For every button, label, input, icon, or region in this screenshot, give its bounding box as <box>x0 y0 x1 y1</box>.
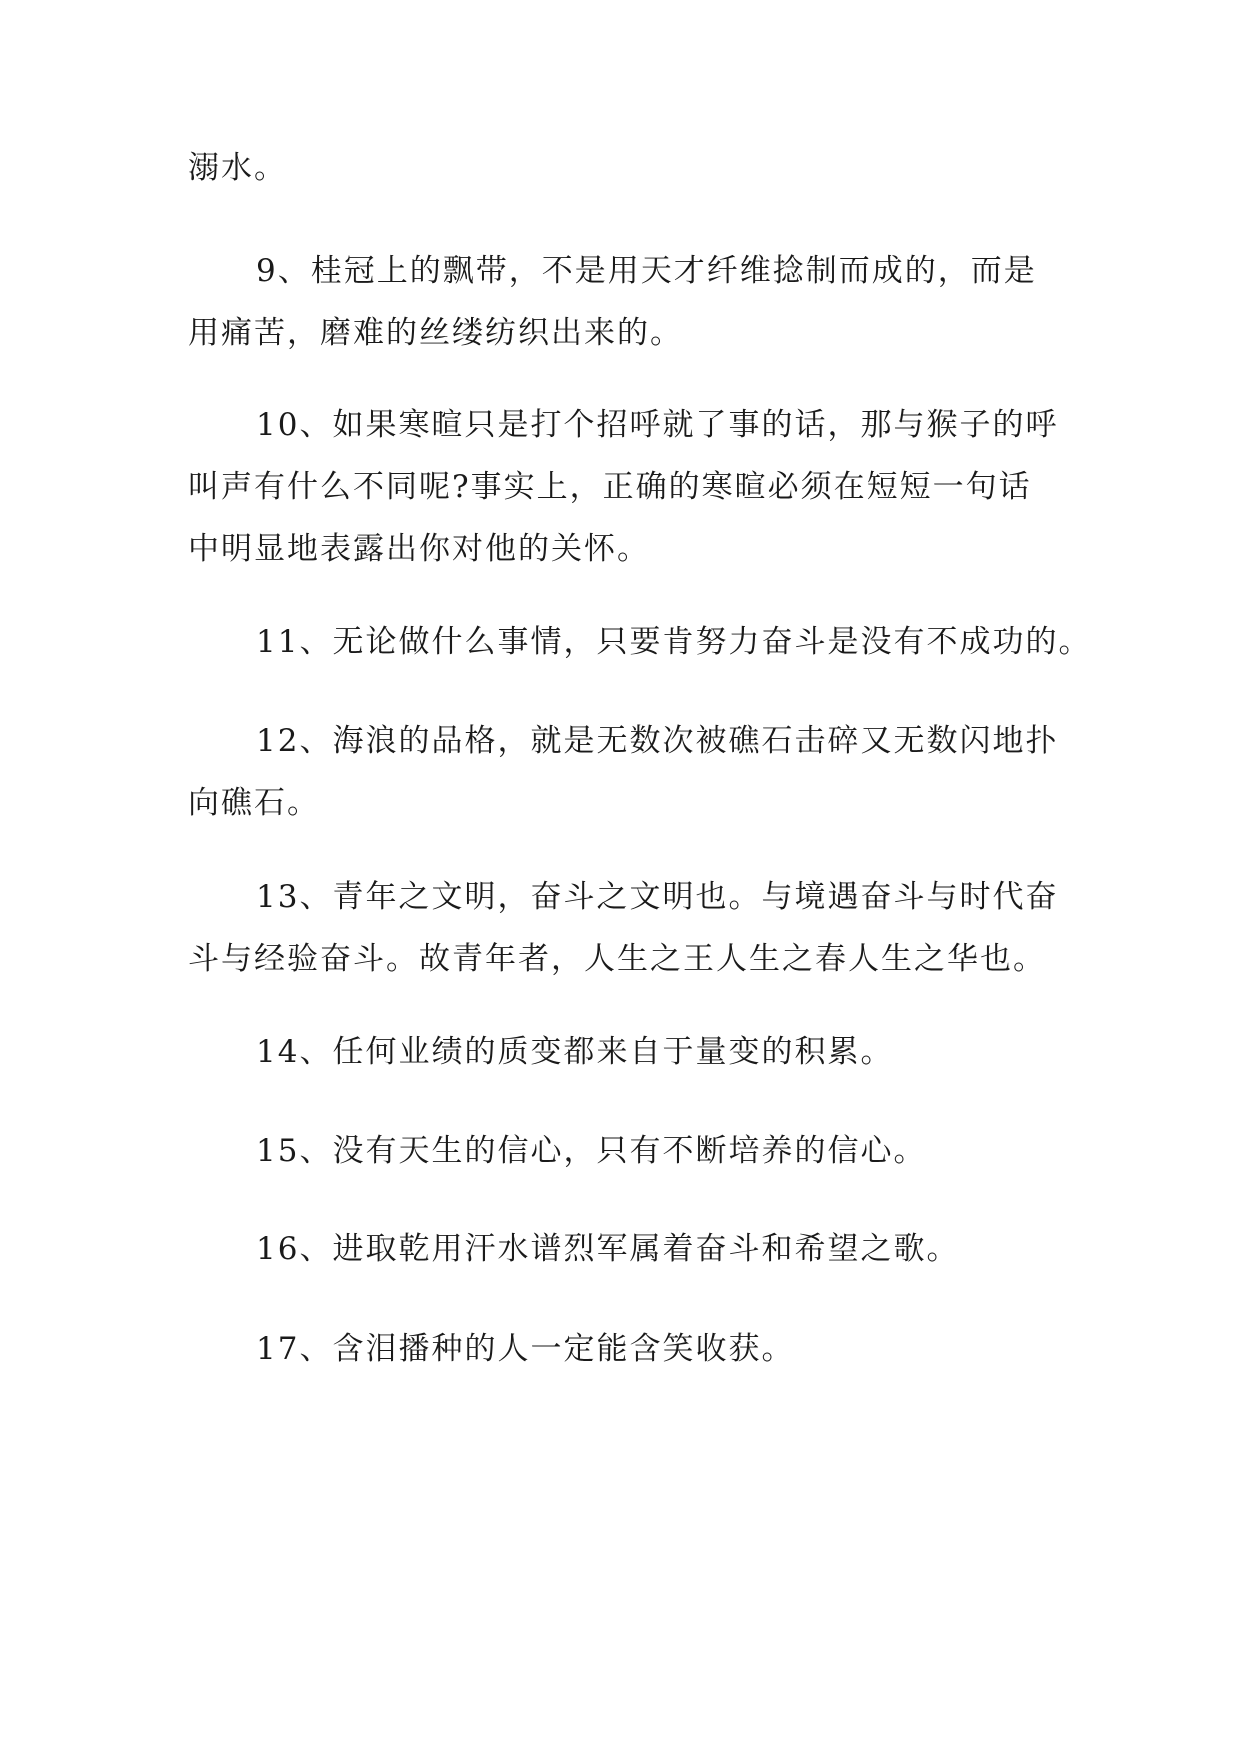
paragraph-line: 14、任何业绩的质变都来自于量变的积累。 <box>256 1034 894 1070</box>
paragraph-16 <box>188 1218 1058 1280</box>
paragraph-line: 16、进取乾用汗水谱烈军属着奋斗和希望之歌。 <box>256 1231 960 1267</box>
paragraph-line: 叫声有什么不同呢?事实上，正确的寒暄必须在短短一句话 <box>188 469 1032 505</box>
paragraph-line: 13、青年之文明，奋斗之文明也。与境遇奋斗与时代奋 <box>256 879 1059 915</box>
paragraph-line: 11、无论做什么事情，只要肯努力奋斗是没有不成功的。 <box>256 624 1092 660</box>
paragraph-line: 向礁石。 <box>188 785 320 821</box>
paragraph-line: 10、如果寒暄只是打个招呼就了事的话，那与猴子的呼 <box>256 407 1059 443</box>
paragraph-line: 17、含泪播种的人一定能含笑收获。 <box>256 1331 795 1367</box>
paragraph-15 <box>188 1120 1058 1182</box>
paragraph-line: 用痛苦，磨难的丝缕纺织出来的。 <box>188 315 683 351</box>
paragraph-continuation <box>188 137 1058 199</box>
paragraph-line: 9、桂冠上的飘带，不是用天才纤维捻制而成的，而是 <box>256 253 1037 289</box>
paragraph-line: 15、没有天生的信心，只有不断培养的信心。 <box>256 1133 927 1169</box>
paragraph-14 <box>188 1021 1058 1083</box>
paragraph-line: 12、海浪的品格，就是无数次被礁石击碎又无数闪地扑 <box>256 723 1059 759</box>
paragraph-line: 斗与经验奋斗。故青年者，人生之王人生之春人生之华也。 <box>188 941 1046 977</box>
paragraph-10 <box>188 394 1058 580</box>
paragraph-9 <box>188 240 1058 364</box>
paragraph-11 <box>188 611 1092 673</box>
paragraph-line: 溺水。 <box>188 150 287 186</box>
paragraph-17 <box>188 1318 1058 1380</box>
paragraph-line: 中明显地表露出你对他的关怀。 <box>188 531 650 567</box>
paragraph-12 <box>188 710 1058 834</box>
paragraph-13 <box>188 866 1058 990</box>
